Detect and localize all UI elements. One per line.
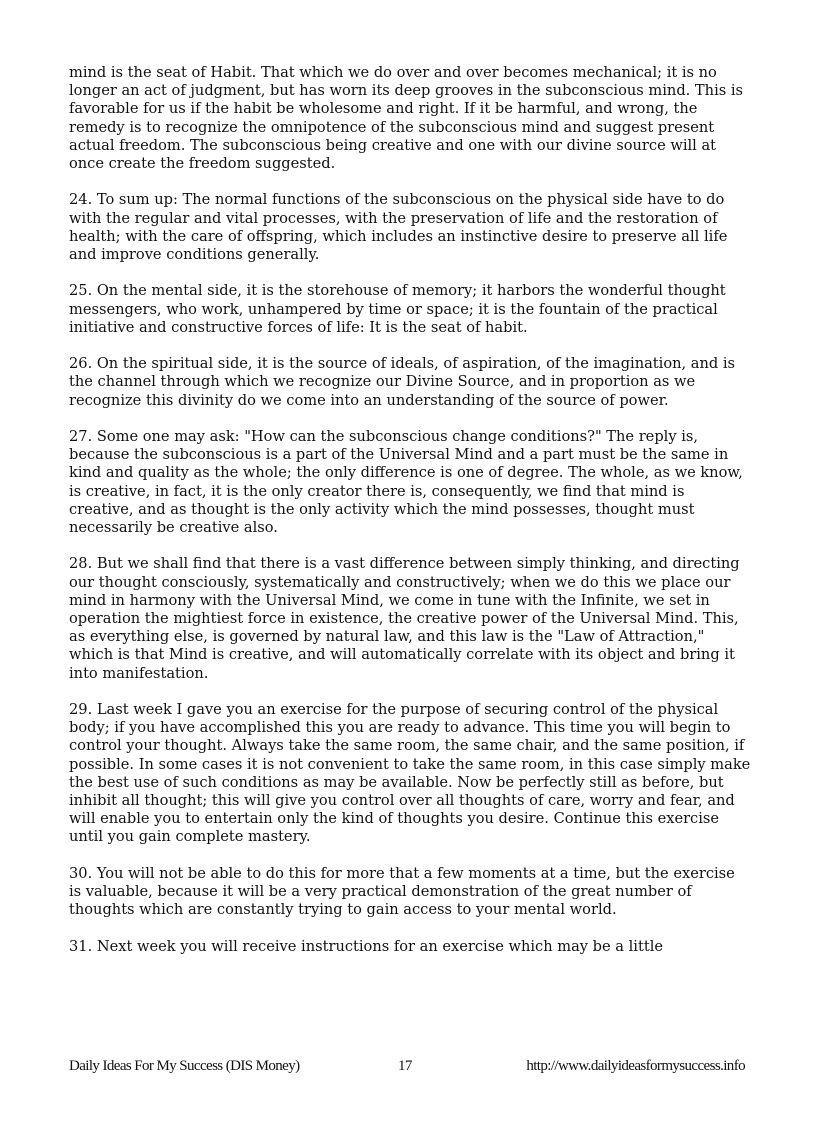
paragraph-28: 28. But we shall find that there is a vast difference between simply thinking, and directing our thought consciously, systematically and constructively; when we do this we place our mind in harmony with the Universal Mind, we come in tune with the Infinite, we set in operation the mightiest force in existence, the creative power of the Universal Mind. This, as everything else, is governed by natural law, and this law is the "Law of Attraction," which is that Mind is creative, and will automatically correlate with its object and bring it into manifestation. bbox=[69, 555, 740, 682]
paragraph-29: 29. Last week I gave you an exercise for the purpose of securing control of the physical body; if you have accomplished this you are ready to advance. This time you will begin to control your thought. Always take the same room, the same chair, and the same position, if possible. In some cases it is not convenient to take the same room, in this case simply make the best use of such conditions as may be available. Now be perfectly still as before, but inhibit all thought; this will give you control over all thoughts of care, worry and fear, and will enable you to entertain only the kind of thoughts you desire. Continue this exercise until you gain complete mastery. bbox=[69, 701, 751, 846]
document-body bbox=[69, 64, 751, 974]
paragraph-31: 31. Next week you will receive instructions for an exercise which may be a little bbox=[69, 937, 664, 955]
paragraph-continuation: mind is the seat of Habit. That which we do over and over becomes mechanical; it is no longer an act of judgment, but has worn its deep grooves in the subconscious mind. This is favorable for us if the habit be wholesome and right. If it be harmful, and wrong, the remedy is to recognize the omnipotence of the subconscious mind and suggest present actual freedom. The subconscious being creative and one with our divine source will at once create the freedom suggested. bbox=[69, 64, 744, 173]
paragraph-25: 25. On the mental side, it is the storehouse of memory; it harbors the wonderful thought messengers, who work, unhampered by time or space; it is the fountain of the practical initiative and constructive forces of life: It is the seat of habit. bbox=[69, 282, 726, 336]
page-footer bbox=[69, 1058, 745, 1078]
page-number: 17 bbox=[398, 1058, 412, 1074]
footer-title: Daily Ideas For My Success (DIS Money) bbox=[69, 1058, 300, 1074]
paragraph-30: 30. You will not be able to do this for more that a few moments at a time, but the exercise is valuable, because it will be a very practical demonstration of the great number of thoughts which are constantly trying to gain access to your mental world. bbox=[69, 864, 735, 919]
footer-url: http://www.dailyideasformysuccess.info bbox=[526, 1058, 745, 1074]
paragraph-27: 27. Some one may ask: "How can the subconscious change conditions?" The reply is, because the subconscious is a part of the Universal Mind and a part must be the same in kind and quality as the whole; the only difference is one of degree. The whole, as we know, is creative, in fact, it is the only creator there is, consequently, we find that mind is creative, and as thought is the only activity which the mind possesses, thought must necessarily be creative also. bbox=[69, 428, 743, 537]
paragraph-26: 26. On the spiritual side, it is the source of ideals, of aspiration, of the imagination, and is the channel through which we recognize our Divine Source, and in proportion as we recognize this divinity do we come into an understanding of the source of power. bbox=[69, 355, 736, 409]
paragraph-24: 24. To sum up: The normal functions of the subconscious on the physical side have to do with the regular and vital processes, with the preservation of life and the restoration of health; with the care of offspring, which includes an instinctive desire to preserve all life and improve conditions generally. bbox=[69, 191, 728, 264]
